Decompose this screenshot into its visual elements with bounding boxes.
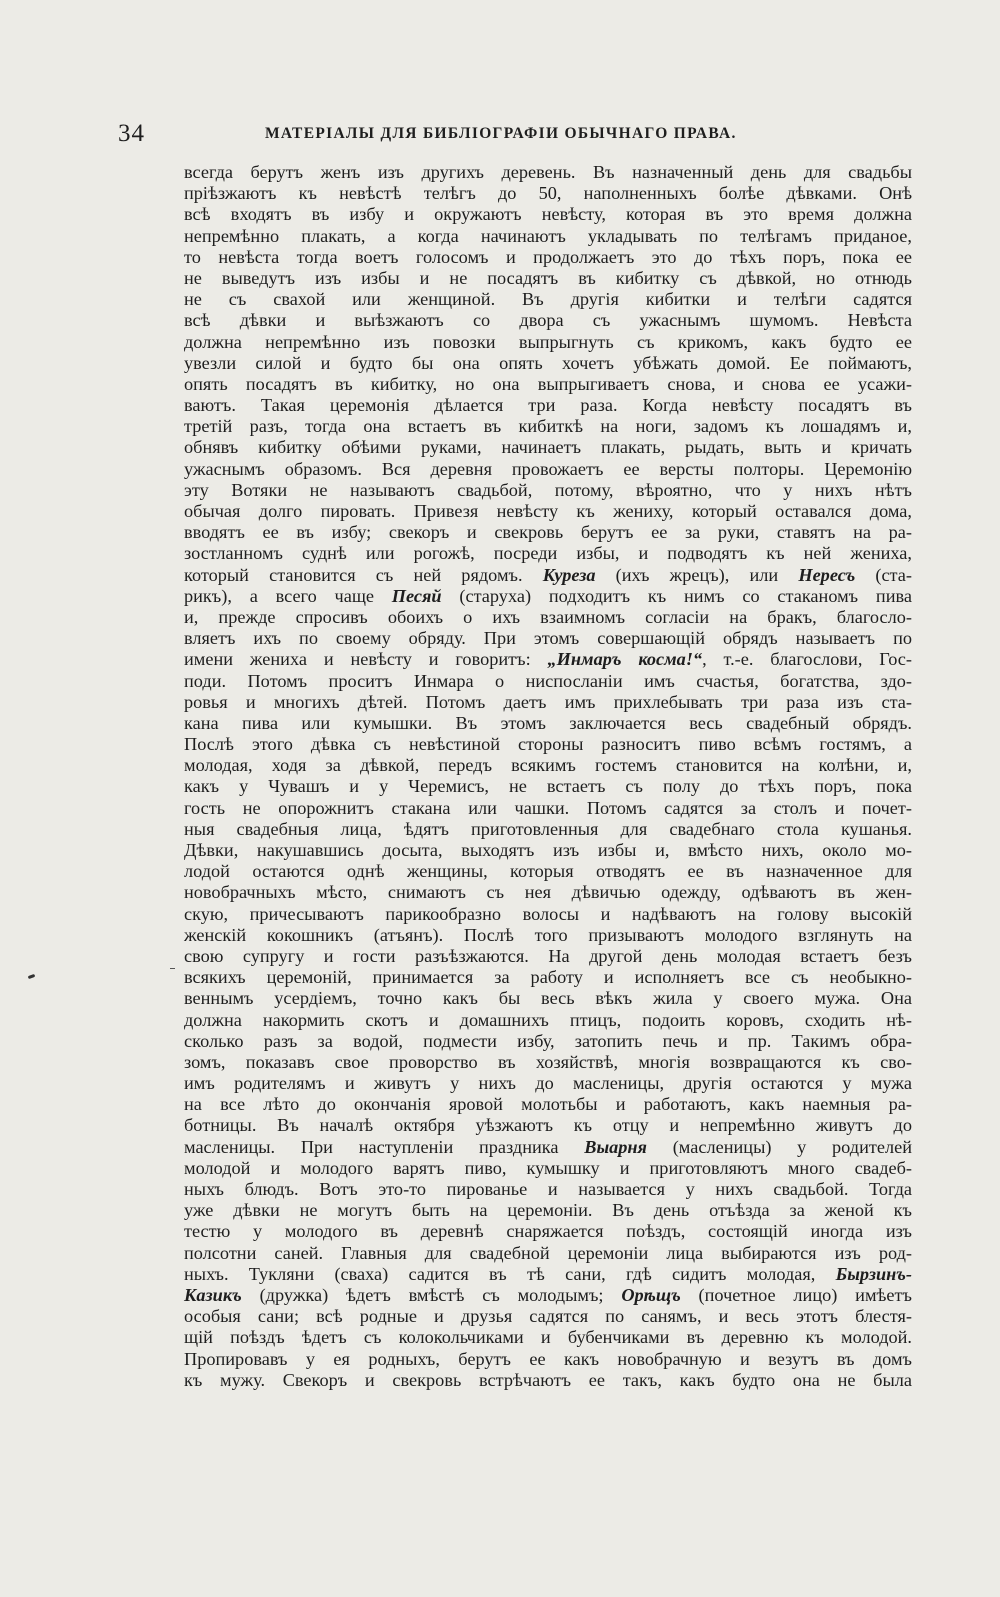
text-line: и, прежде спросивъ обоихъ о ихъ взаимномъ согласіи на бракъ, благосло- — [184, 606, 912, 627]
text-line: всегда берутъ женъ изъ другихъ деревень. Въ назначенный день для свадьбы — [184, 162, 912, 182]
text-line — [184, 1137, 912, 1158]
ink-speck — [28, 974, 36, 979]
text-line: не съ свахой или женщиной. Въ другія кибитки и телѣги садятся — [184, 289, 912, 310]
term-byrzin: Бырзинъ- — [835, 1263, 912, 1284]
text-line: всякихъ церемоній, принимается за работу и исполняетъ все съ необыкно- — [184, 967, 912, 988]
text-fragment: , т.-е. благослови, Гос- — [702, 649, 912, 670]
text-fragment: рикъ), а всего чаще — [184, 585, 375, 606]
text-line: вляетъ ихъ по своему обряду. При этомъ совершающій обрядъ называетъ по — [184, 628, 912, 649]
text-line: тестю у молодого въ деревнѣ снаряжается поѣздъ, состоящій иногда изъ — [184, 1221, 912, 1242]
term-kureza: Куреза — [542, 564, 596, 585]
text-line: ныя свадебныя лица, ѣдятъ приготовленныя для свадебнаго стола кушанья. — [184, 818, 912, 839]
term-vyarnya: Выарня — [584, 1136, 647, 1157]
text-fragment: ныхъ. Тукляни (сваха) садится въ тѣ сани, гдѣ сидитъ молодая, — [184, 1263, 816, 1284]
term-oreshch: Орѣщъ — [621, 1284, 681, 1305]
text-line — [184, 1264, 912, 1285]
text-line: увезли силой и будто бы она опять хочетъ убѣжать домой. Ее поймаютъ, — [184, 352, 912, 373]
text-line — [184, 565, 912, 586]
text-line: кана пива или кумышки. Въ этомъ заключается весь свадебный обрядъ. — [184, 712, 912, 733]
text-line: зостланномъ суднѣ или рогожѣ, посреди избы, и подводятъ къ ней жениха, — [184, 543, 912, 564]
text-line: молодая, ходя за дѣвкой, передъ всякимъ гостемъ становится на колѣни, и, — [184, 755, 912, 776]
text-line: ныхъ блюдъ. Вотъ это-то пированье и называется у нихъ свадьбой. Тогда — [184, 1179, 912, 1199]
text-fragment: (ихъ жрецъ), или — [615, 564, 779, 585]
text-line: ваютъ. Такая церемонія дѣлается три раза. Когда невѣсту посадятъ въ — [184, 395, 912, 416]
term-neres: Нересъ — [798, 564, 856, 585]
text-line: молодой и молодого варятъ пиво, кумышку и приготовляютъ много свадеб- — [184, 1157, 912, 1178]
text-line — [184, 1285, 912, 1306]
text-line: къ мужу. Свекоръ и свекровь встрѣчаютъ ее такъ, какъ будто она не была — [184, 1369, 912, 1390]
body-text — [184, 162, 912, 1391]
text-fragment: (старуха) подходитъ къ нимъ со стаканомъ пива — [459, 585, 912, 606]
term-kazik: Казикъ — [184, 1284, 242, 1305]
text-line: ужаснымъ образомъ. Вся деревня провожаетъ ее версты полторы. Церемонію — [184, 458, 912, 479]
text-line: то невѣста тогда воетъ голосомъ и продолжаетъ это до тѣхъ поръ, пока ее — [184, 246, 912, 267]
term-inmar-kosma: „Инмаръ косма!“ — [547, 649, 703, 670]
page-number: 34 — [118, 120, 145, 147]
text-fragment: (дружка) ѣдетъ вмѣстѣ съ молодымъ; — [259, 1284, 604, 1305]
text-line: Пропировавъ у ея родныхъ, берутъ ее какъ новобрачную и везутъ въ домъ — [184, 1348, 912, 1369]
text-line: должна накормить скотъ и домашнихъ птицъ, подоить коровъ, сходить нѣ- — [184, 1009, 912, 1030]
text-line: вводятъ ее въ избу; свекоръ и свекровь берутъ ее за руки, ставятъ на ра- — [184, 522, 912, 543]
text-fragment: (почетное лицо) имѣетъ — [698, 1284, 912, 1305]
running-title: МАТЕРІАЛЫ ДЛЯ БИБЛІОГРАФІИ ОБЫЧНАГО ПРАВА. — [265, 125, 737, 142]
text-line: всѣ входятъ въ избу и окружаютъ невѣсту, которая въ это время должна — [184, 204, 912, 225]
text-line: всѣ дѣвки и выѣзжаютъ со двора съ ужаснымъ шумомъ. Невѣста — [184, 310, 912, 331]
text-line: женскій кокошникъ (атъянъ). Послѣ того призываютъ молодого взглянуть на — [184, 924, 912, 945]
text-line: щій поѣздъ ѣдетъ съ колокольчиками и бубенчиками въ деревню къ молодой. — [184, 1327, 912, 1348]
text-line: обнявъ кибитку обѣими руками, начинаетъ плакать, рыдать, выть и кричать — [184, 437, 912, 458]
text-fragment: который становится съ ней рядомъ. — [184, 564, 523, 585]
text-fragment: (ста- — [875, 564, 912, 585]
text-line: зомъ, показавъ свое проворство въ хозяйствѣ, многія возвращаются къ сво- — [184, 1051, 912, 1072]
text-fragment: имени жениха и невѣсту и говоритъ: — [184, 649, 531, 670]
text-line: пріѣзжаютъ къ невѣстѣ телѣгъ до 50, наполненныхъ болѣе дѣвками. Онѣ — [184, 183, 912, 204]
text-line: веннымъ усердіемъ, точно какъ бы весь вѣкъ жила у своего мужа. Она — [184, 988, 912, 1009]
text-line: ровья и многихъ дѣтей. Потомъ даетъ имъ прихлебывать три раза изъ ста- — [184, 691, 912, 712]
text-line: сколько разъ за водой, подмести избу, затопить печь и пр. Такимъ обра- — [184, 1030, 912, 1051]
text-fragment: масленицы. При наступленіи праздника — [184, 1136, 559, 1157]
margin-dash — [170, 968, 175, 969]
text-line: особыя сани; всѣ родные и друзья садятся по санямъ, и весь этотъ блестя- — [184, 1306, 912, 1327]
text-line: должна непремѣнно изъ повозки выпрыгнуть съ крикомъ, какъ будто ее — [184, 331, 912, 352]
text-line: ботницы. Въ началѣ октября уѣзжаютъ къ отцу и непремѣнно живутъ до — [184, 1115, 912, 1136]
text-line: на все лѣто до окончанія яровой молотьбы и работаютъ, какъ наемныя ра- — [184, 1094, 912, 1115]
text-line: уже дѣвки не могутъ быть на церемоніи. Въ день отъѣзда за женой къ — [184, 1200, 912, 1221]
page-header — [118, 120, 913, 150]
text-line: опять посадятъ въ кибитку, но она выпрыгиваетъ снова, и снова ее усажи- — [184, 373, 912, 394]
text-line: лодой остаются однѣ женщины, которыя отводятъ ее въ назначенное для — [184, 861, 912, 882]
text-line: Дѣвки, накушавшись досыта, выходятъ изъ избы и, вмѣсто нихъ, около мо- — [184, 840, 912, 860]
text-line: Послѣ этого дѣвка съ невѣстиной стороны разноситъ пиво всѣмъ гостямъ, а — [184, 734, 912, 755]
text-line: имъ родителямъ и живутъ у нихъ до масленицы, другія остаются у мужа — [184, 1073, 912, 1094]
text-line: скую, причесываютъ парикообразно волосы и надѣваютъ на голову высокій — [184, 903, 912, 924]
text-line — [184, 586, 912, 607]
text-line: третій разъ, тогда она встаетъ въ кибиткѣ на ноги, задомъ къ лошадямъ и, — [184, 416, 912, 437]
text-line: какъ у Чувашъ и у Черемисъ, не встаетъ съ полу до тѣхъ поръ, пока — [184, 776, 912, 797]
text-line: новобрачныхъ мѣсто, снимаютъ съ нея дѣвичью одежду, одѣваютъ въ жен- — [184, 882, 912, 903]
term-pesyay: Песяй — [391, 585, 442, 606]
text-fragment: (масленицы) у родителей — [672, 1136, 912, 1157]
text-line: гость не опорожнитъ стакана или чашки. Потомъ садятся за столъ и почет- — [184, 797, 912, 818]
text-line: обычая долго пировать. Привезя невѣсту къ жениху, который оставался дома, — [184, 501, 912, 521]
text-line: не выведутъ изъ избы и не посадятъ въ кибитку съ дѣвкой, но отнюдь — [184, 267, 912, 288]
text-line: непремѣнно плакать, а когда начинаютъ укладывать по телѣгамъ приданое, — [184, 225, 912, 246]
text-line: свою супругу и гости разъѣзжаются. На другой день молодая встаетъ безъ — [184, 945, 912, 966]
text-line: поди. Потомъ проситъ Инмара о ниспосланіи имъ счастья, богатства, здо- — [184, 670, 912, 691]
text-line: полсотни саней. Главныя для свадебной церемоніи лица выбираются изъ род- — [184, 1242, 912, 1263]
text-line: эту Вотяки не называютъ свадьбой, потому, вѣроятно, что у нихъ нѣтъ — [184, 479, 912, 500]
text-line — [184, 649, 912, 670]
